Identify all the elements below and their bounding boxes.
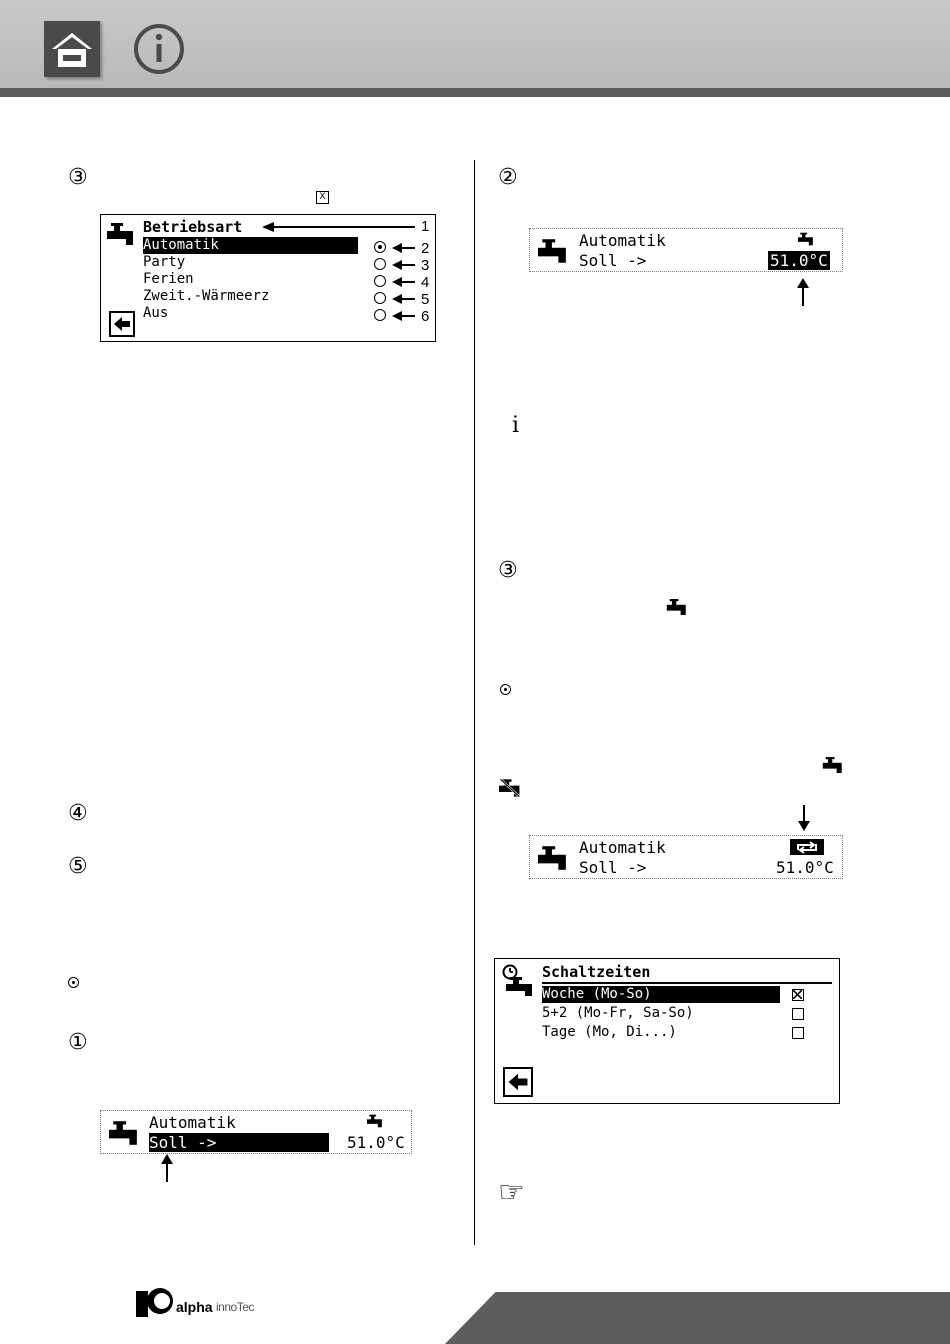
hot-water-tap-icon bbox=[538, 846, 568, 870]
menu-item-woche[interactable]: Woche (Mo-So) bbox=[542, 986, 780, 1003]
pointing-hand-icon: ☞ bbox=[498, 1175, 525, 1210]
status-display bbox=[529, 835, 843, 879]
mode-label: Automatik bbox=[579, 231, 666, 250]
hot-water-tap-icon bbox=[666, 599, 688, 615]
menu-title: Betriebsart bbox=[143, 218, 243, 236]
hot-water-tap-icon bbox=[109, 1121, 139, 1145]
arrow-left-icon bbox=[111, 313, 133, 335]
soll-value: 51.0°C bbox=[347, 1133, 405, 1152]
info-icon bbox=[132, 22, 186, 76]
column-divider bbox=[474, 160, 475, 1245]
checkbox-5plus2[interactable] bbox=[792, 1008, 804, 1020]
menu-title: Schaltzeiten bbox=[542, 963, 651, 981]
callout-number: 5 bbox=[421, 291, 430, 308]
footer-bar bbox=[445, 1292, 950, 1344]
step-number: ⑤ bbox=[68, 854, 88, 879]
soll-value: 51.0°C bbox=[776, 858, 834, 877]
logo-mark-icon bbox=[136, 1281, 176, 1321]
arrow-left-icon bbox=[505, 1069, 531, 1095]
menu-item-ferien[interactable]: Ferien bbox=[143, 271, 194, 287]
mode-label: Automatik bbox=[579, 838, 666, 857]
arrow-down-indicator bbox=[797, 805, 811, 831]
clock-tap-icon bbox=[502, 964, 536, 996]
menu-item-tage[interactable]: Tage (Mo, Di...) bbox=[542, 1024, 677, 1040]
soll-value[interactable]: 51.0°C bbox=[770, 251, 828, 270]
company-logo bbox=[136, 1281, 264, 1321]
home-button[interactable] bbox=[44, 21, 100, 77]
soll-label: Soll -> bbox=[579, 858, 647, 877]
step-number: ④ bbox=[68, 801, 88, 826]
menu-item-aus[interactable]: Aus bbox=[143, 305, 169, 321]
callout-number: 3 bbox=[421, 257, 430, 274]
arrow-up-indicator bbox=[796, 278, 810, 306]
mode-label: Automatik bbox=[149, 1113, 236, 1132]
callout-number: 6 bbox=[421, 308, 430, 325]
hot-water-tap-icon bbox=[538, 239, 568, 263]
soll-display-left bbox=[100, 1110, 412, 1154]
callout-number: 4 bbox=[421, 274, 430, 291]
menu-item-5plus2[interactable]: 5+2 (Mo-Fr, Sa-So) bbox=[542, 1005, 694, 1021]
callout-arrows bbox=[260, 218, 440, 328]
home-icon bbox=[44, 21, 100, 77]
menu-item-zweit-waermeerz[interactable]: Zweit.-Wärmeerz bbox=[143, 288, 270, 304]
small-tap-icon bbox=[367, 1114, 383, 1128]
soll-display-right bbox=[529, 228, 843, 272]
small-tap-icon bbox=[798, 232, 814, 246]
step-number: ③ bbox=[68, 165, 88, 190]
arrow-up-indicator bbox=[160, 1154, 174, 1182]
back-button[interactable] bbox=[503, 1067, 533, 1097]
step-number: ③ bbox=[498, 558, 518, 583]
radio-selected-symbol bbox=[68, 977, 79, 988]
step-number: ① bbox=[68, 1030, 88, 1055]
header-underline bbox=[0, 88, 950, 97]
callout-number: 2 bbox=[421, 240, 430, 257]
soll-label[interactable]: Soll -> bbox=[149, 1133, 329, 1152]
hot-water-tap-icon bbox=[822, 757, 844, 773]
title-underline bbox=[542, 982, 832, 984]
menu-item-automatik[interactable]: Automatik bbox=[143, 237, 358, 254]
checkbox-x-symbol: X bbox=[316, 191, 329, 204]
info-button[interactable] bbox=[132, 22, 186, 76]
info-icon: i bbox=[512, 413, 520, 438]
logo-text: alpha bbox=[176, 1299, 213, 1315]
back-button[interactable] bbox=[109, 311, 135, 337]
reheat-status-icon bbox=[790, 839, 824, 855]
hot-water-tap-icon bbox=[107, 223, 135, 245]
checkbox-tage[interactable] bbox=[792, 1027, 804, 1039]
menu-item-party[interactable]: Party bbox=[143, 254, 186, 270]
checkbox-woche[interactable] bbox=[792, 989, 804, 1001]
soll-label: Soll -> bbox=[579, 251, 647, 270]
radio-selected-symbol bbox=[500, 684, 511, 695]
logo-text: innoTec bbox=[216, 1300, 254, 1314]
step-number: ② bbox=[498, 165, 518, 190]
callout-number: 1 bbox=[421, 218, 430, 235]
schaltzeiten-display bbox=[494, 958, 840, 1104]
tap-blocked-icon bbox=[499, 779, 521, 797]
